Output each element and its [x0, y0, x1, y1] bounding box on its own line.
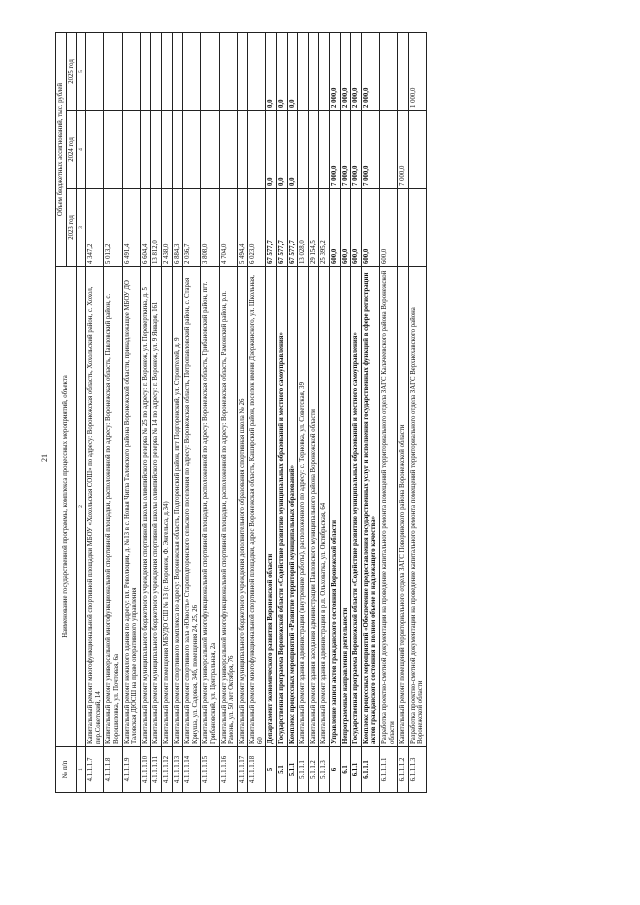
table-row	[319, 33, 330, 793]
table-row	[351, 33, 362, 793]
value-2024	[86, 111, 104, 189]
value-2024: 0,0	[266, 111, 277, 189]
value-2023	[408, 189, 426, 267]
column-number: 5	[77, 33, 86, 111]
header-name: Наименование государственной программы, комплекса процессных мероприятий, объекта	[56, 267, 77, 747]
row-name: Капитальный ремонт здания администрации (внутренние работы), расположенного по адресу: с. Терновка, ул. Советская, 39	[298, 267, 309, 747]
value-2025	[172, 33, 183, 111]
column-number: 4	[77, 111, 86, 189]
value-2025: 2 000,0	[361, 33, 379, 111]
row-number: 4.1.1.1.10	[140, 747, 151, 793]
row-number: 4.1.1.1.11	[151, 747, 162, 793]
value-2024	[380, 111, 398, 189]
table-row	[161, 33, 172, 793]
value-2025	[161, 33, 172, 111]
row-number: 6.1	[340, 747, 351, 793]
row-number: 5.1.1.1	[298, 747, 309, 793]
table-row	[237, 33, 248, 793]
header-volume: Объем бюджетных ассигнований, тыс. рублей	[56, 33, 67, 267]
row-number: 6.1.1.1.1	[380, 747, 398, 793]
row-number: 4.1.1.1.12	[161, 747, 172, 793]
row-number: 4.1.1.1.16	[219, 747, 237, 793]
value-2025: 2 000,0	[340, 33, 351, 111]
column-number: 2	[77, 267, 86, 747]
value-2023: 29 154,5	[308, 189, 319, 267]
value-2024: 7 000,0	[351, 111, 362, 189]
value-2024: 7 000,0	[398, 111, 409, 189]
value-2023: 600,0	[330, 189, 341, 267]
table-row	[408, 33, 426, 793]
row-name: Комплекс процессных мероприятий «Развитие территорий муниципальных образований»	[287, 267, 298, 747]
value-2023: 4 704,0	[219, 189, 237, 267]
value-2023: 13 812,0	[151, 189, 162, 267]
row-name: Капитальный ремонт муниципального бюджетного учреждения дополнительного образования спортивная школа № 26	[237, 267, 248, 747]
table-row	[340, 33, 351, 793]
value-2024	[201, 111, 219, 189]
value-2025	[183, 33, 201, 111]
row-name: Управление записи актов гражданского состояния Воронежской области	[330, 267, 341, 747]
row-name: Капитальный ремонт здания заседания администрации Павловского муниципального района Воронежской области	[308, 267, 319, 747]
value-2024: 7 000,0	[340, 111, 351, 189]
value-2023: 600,0	[351, 189, 362, 267]
row-name: Капитальный ремонт помещений территориального отдела ЗАГС Поворинского района Воронежской области	[398, 267, 409, 747]
value-2024	[122, 111, 140, 189]
value-2025	[219, 33, 237, 111]
value-2023	[398, 189, 409, 267]
table-row	[398, 33, 409, 793]
row-number: 4.1.1.1.17	[237, 747, 248, 793]
value-2025	[122, 33, 140, 111]
value-2024	[319, 111, 330, 189]
table-body	[86, 33, 427, 793]
value-2024	[172, 111, 183, 189]
value-2023: 2 036,7	[183, 189, 201, 267]
value-2025	[319, 33, 330, 111]
value-2025: 0,0	[266, 33, 277, 111]
value-2024	[151, 111, 162, 189]
table-row	[183, 33, 201, 793]
value-2023: 6 023,0	[248, 189, 266, 267]
value-2025: 1 000,0	[408, 33, 426, 111]
table-row	[86, 33, 104, 793]
value-2025: 0,0	[287, 33, 298, 111]
row-number: 6.1.1.1.3	[408, 747, 426, 793]
value-2025: 2 000,0	[330, 33, 341, 111]
row-number: 6.1.1	[351, 747, 362, 793]
value-2024	[104, 111, 122, 189]
value-2025	[140, 33, 151, 111]
value-2025	[151, 33, 162, 111]
value-2025	[104, 33, 122, 111]
value-2024: 7 000,0	[330, 111, 341, 189]
value-2024: 7 000,0	[361, 111, 379, 189]
row-name: Капитальный ремонт помещения МБУДО СШ № 13 (г. Воронеж, Ф. Энгельса, д.34)	[161, 267, 172, 747]
value-2023: 600,0	[340, 189, 351, 267]
column-number: 3	[77, 189, 86, 267]
row-name: Капитальный ремонт спортивного зала «Юность» Староподгоренского сельского поселения по адресу: Воронежская область, Петропавловский район, с. Старая Криуша, ул. Садовая, 34б, помещения 24, 25, 26	[183, 267, 201, 747]
value-2023: 6 884,3	[172, 189, 183, 267]
row-name: Капитальный ремонт муниципального бюджетного учреждения спортивной школы олимпийского резерва № 14 по адресу: г. Воронеж, ул. 9 Января, 161	[151, 267, 162, 747]
row-number: 5	[266, 747, 277, 793]
value-2025	[398, 33, 409, 111]
table-row	[287, 33, 298, 793]
value-2025	[248, 33, 266, 111]
table-row	[277, 33, 288, 793]
value-2025	[308, 33, 319, 111]
table-row	[248, 33, 266, 793]
row-number: 4.1.1.1.15	[201, 747, 219, 793]
table-row	[122, 33, 140, 793]
table-row	[308, 33, 319, 793]
table-row	[172, 33, 183, 793]
value-2023: 5 013,2	[104, 189, 122, 267]
page-number: 21	[40, 454, 49, 462]
row-number: 5.1.1.2	[308, 747, 319, 793]
value-2024	[237, 111, 248, 189]
row-name: Капитальный ремонт универсальной многофункциональной спортивной площадки, расположенной по адресу: Воронежская область, Павловский район, с. Ворошиловка, ул. Почтовая, 6а	[104, 267, 122, 747]
row-number: 4.1.1.1.14	[183, 747, 201, 793]
row-name: Непрограммные направления деятельности	[340, 267, 351, 747]
row-name: Капитальный ремонт универсальной многофункциональной спортивной площадки, расположенной по адресу: Воронежская область, Грибановский район, пгт. Грибановский, ул. Центральная, 2а	[201, 267, 219, 747]
row-number: 4.1.1.1.9	[122, 747, 140, 793]
row-name: Капитальный ремонт универсальной многофункциональной спортивной площадки, расположенной по адресу: Воронежская область, Рамонский район, р.п. Рамонь, ул. 50 лет Октября, 76	[219, 267, 237, 747]
value-2024	[140, 111, 151, 189]
value-2024	[248, 111, 266, 189]
header-year-2024: 2024 год	[66, 111, 77, 189]
row-name: Капитальный ремонт спортивного комплекса по адресу: Воронежская область, Подгоренский район, пгт Подгоренский, ул. Строителей, д. 9	[172, 267, 183, 747]
row-number: 4.1.1.1.13	[172, 747, 183, 793]
value-2024: 0,0	[277, 111, 288, 189]
column-number: 1	[77, 747, 86, 793]
row-name: Капитальный ремонт нежилого здания по адресу: пл. Революции, д. №13 в с. Новая Чигла Таловского района Воронежской области, принадлежащее МБОУ ДО Таловская ДЮСШ на праве оперативного управления	[122, 267, 140, 747]
row-name: Разработка проектно-сметной документации на проведение капитального ремонта помещений территориального отдела ЗАГС Верхнехавского района Воронежской области	[408, 267, 426, 747]
value-2023: 2 438,0	[161, 189, 172, 267]
row-name: Разработка проектно-сметной документации на проведение капитального ремонта помещений территориального отдела ЗАГС Калачеевского района Воронежской области	[380, 267, 398, 747]
row-name: Государственная программа Воронежской области «Содействие развитию муниципальных образований и местного самоуправления»	[351, 267, 362, 747]
table-row	[219, 33, 237, 793]
row-name: Капитальный ремонт многофункциональной спортивной площадки МБОУ «Хохольская СОШ» по адресу: Воронежская область, Хохольский район, с. Хохол, пер.Советский, 14	[86, 267, 104, 747]
value-2024	[161, 111, 172, 189]
value-2025: 0,0	[277, 33, 288, 111]
value-2025	[298, 33, 309, 111]
table-row	[201, 33, 219, 793]
value-2023: 4 347,2	[86, 189, 104, 267]
row-number: 6.1.1.1	[361, 747, 379, 793]
value-2024	[298, 111, 309, 189]
value-2024	[308, 111, 319, 189]
row-number: 5.1.1.3	[319, 747, 330, 793]
value-2024	[219, 111, 237, 189]
row-number: 5.1.1	[287, 747, 298, 793]
row-number: 4.1.1.1.8	[104, 747, 122, 793]
value-2025	[201, 33, 219, 111]
table-row	[298, 33, 309, 793]
value-2023: 25 395,2	[319, 189, 330, 267]
table-row	[104, 33, 122, 793]
row-number: 5.1	[277, 747, 288, 793]
value-2024: 0,0	[287, 111, 298, 189]
row-number: 6.1.1.1.2	[398, 747, 409, 793]
value-2025: 2 000,0	[351, 33, 362, 111]
row-number: 4.1.1.1.18	[248, 747, 266, 793]
value-2023: 67 577,7	[287, 189, 298, 267]
header-year-2025: 2025 год	[66, 33, 77, 111]
row-name: Капитальный ремонт муниципального бюджетного учреждения спортивной школы олимпийского резерва № 25 по адресу: г. Воронеж, ул. Переверткина, д. 5	[140, 267, 151, 747]
row-name: Департамент экономического развития Воронежской области	[266, 267, 277, 747]
header-year-2023: 2023 год	[66, 189, 77, 267]
value-2023: 6 491,4	[122, 189, 140, 267]
row-number: 6	[330, 747, 341, 793]
value-2023: 67 577,7	[277, 189, 288, 267]
table-row	[151, 33, 162, 793]
value-2023: 600,0	[361, 189, 379, 267]
value-2023: 67 577,7	[266, 189, 277, 267]
value-2025	[237, 33, 248, 111]
value-2024	[183, 111, 201, 189]
table-row	[140, 33, 151, 793]
value-2023: 3 808,0	[201, 189, 219, 267]
value-2024	[408, 111, 426, 189]
capital-repair-table	[55, 32, 427, 793]
value-2025	[380, 33, 398, 111]
value-2023: 600,0	[380, 189, 398, 267]
value-2025	[86, 33, 104, 111]
row-name: Государственная программа Воронежской области «Содействие развитию муниципальных образований и местного самоуправления»	[277, 267, 288, 747]
row-number: 4.1.1.1.7	[86, 747, 104, 793]
value-2023: 5 494,4	[237, 189, 248, 267]
table-row	[361, 33, 379, 793]
row-name: Комплекс процессных мероприятий «Обеспечение предоставления государственных услуг и исполнения государственных функций в сфере регистрации актов гражданского состояния в полном объеме и надлежащего качества»	[361, 267, 379, 747]
table-row	[266, 33, 277, 793]
row-name: Капитальный ремонт многофункциональной спортивной площадки, адрес Воронежская область, Каширский район, поселок имени Дзержинского, ул. Школьная, 60	[248, 267, 266, 747]
header-no: № п/п	[56, 747, 77, 793]
value-2023: 6 604,4	[140, 189, 151, 267]
table-row	[380, 33, 398, 793]
table-row	[330, 33, 341, 793]
value-2023: 13 028,0	[298, 189, 309, 267]
row-name: Капитальный ремонт здания администрации в р.п. Ольховатка, ул. Октябрьская, 64	[319, 267, 330, 747]
